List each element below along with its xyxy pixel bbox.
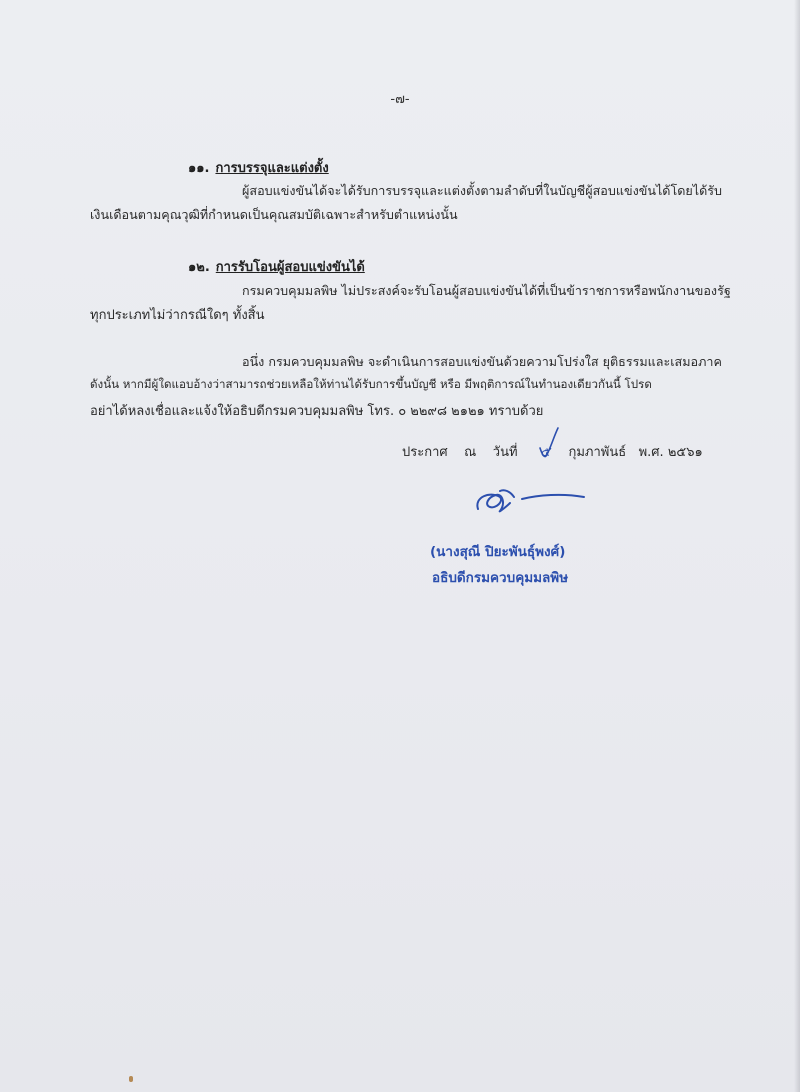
announcement-year: ๒๕๖๑ (667, 445, 703, 460)
signer-name: (นางสุณี ปิยะพันธุ์พงศ์) (430, 544, 566, 560)
paragraph-line: กรมควบคุมมลพิษ ไม่ประสงค์จะรับโอนผู้สอบแข่งขันได้ที่เป็นข้าราชการหรือพนักงานของรัฐ (242, 283, 731, 298)
paper-speck (129, 1076, 133, 1082)
section-heading-11 (188, 157, 329, 178)
announcement-at: ณ (464, 445, 477, 460)
paragraph-line: เงินเดือนตามคุณวุฒิที่กำหนดเป็นคุณสมบัติเฉพาะสำหรับตำแหน่งนั้น (90, 207, 458, 222)
section-number: ๑๑. (188, 161, 210, 176)
page-edge-shadow (794, 0, 800, 1092)
section-number: ๑๒. (188, 260, 210, 275)
signature-mark (470, 483, 590, 519)
announcement-month: กุมภาพันธ์ (568, 445, 627, 460)
paragraph-line: ผู้สอบแข่งขันได้จะได้รับการบรรจุและแต่งตั้งตามลำดับที่ในบัญชีผู้สอบแข่งขันได้โดยได้รับ (242, 183, 723, 198)
announcement-day: ๕ (540, 445, 550, 460)
notice-line: อย่าได้หลงเชื่อและแจ้งให้อธิบดีกรมควบคุมมลพิษ โทร. ๐ ๒๒๙๘ ๒๑๒๑ ทราบด้วย (90, 404, 544, 419)
announcement-prefix: ประกาศ (402, 445, 448, 460)
section-title: การรับโอนผู้สอบแข่งขันได้ (215, 260, 365, 275)
handwritten-date-mark (534, 424, 562, 462)
signer-title: อธิบดีกรมควบคุมมลพิษ (432, 570, 569, 586)
announcement-era: พ.ศ. (638, 445, 664, 460)
notice-line: อนึ่ง กรมควบคุมมลพิษ จะดำเนินการสอบแข่งขันด้วยความโปร่งใส ยุติธรรมและเสมอภาค (242, 354, 722, 369)
announcement-day-label: วันที่ (492, 445, 518, 460)
section-title: การบรรจุและแต่งตั้ง (215, 161, 329, 176)
notice-line: ดังนั้น หากมีผู้ใดแอบอ้างว่าสามารถช่วยเหลือให้ท่านได้รับการขึ้นบัญชี หรือ มีพฤติการณ์ในทำนองเดียวกันนี้ โปรด (90, 377, 652, 391)
page-number: -๗- (390, 92, 410, 107)
paragraph-line: ทุกประเภทไม่ว่ากรณีใดๆ ทั้งสิ้น (90, 308, 265, 323)
section-heading-12 (188, 256, 365, 277)
